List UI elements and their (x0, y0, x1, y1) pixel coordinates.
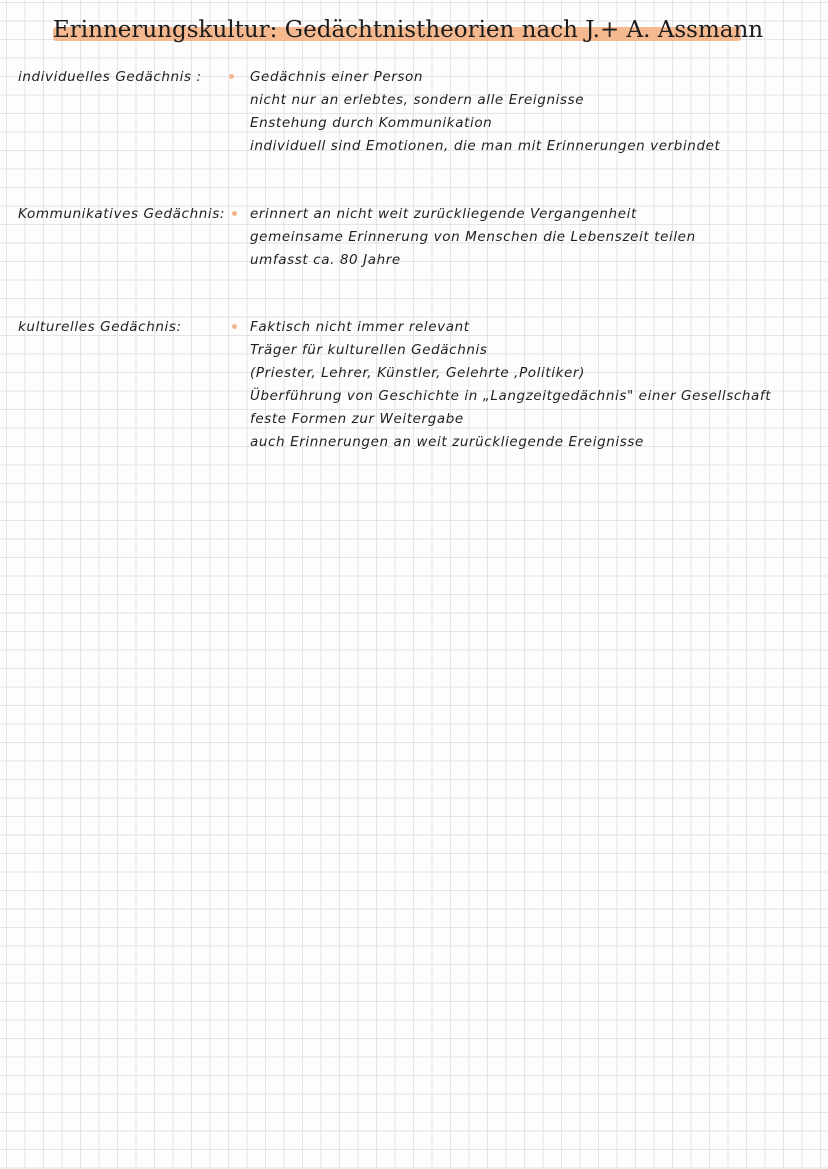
term-label: individuelles Gedächnis : (18, 69, 202, 85)
bullet-icon (229, 74, 234, 79)
note-line: Überführung von Geschichte in „Langzeitgedächnis" einer Gesellschaft (250, 388, 772, 404)
note-line: Träger für kulturellen Gedächnis (250, 342, 488, 358)
term-label: kulturelles Gedächnis: (18, 319, 182, 335)
note-line: auch Erinnerungen an weit zurückliegende Ereignisse (250, 434, 644, 450)
notes-list (250, 316, 771, 454)
notes-list (250, 66, 720, 158)
note-line: nicht nur an erlebtes, sondern alle Ereignisse (250, 92, 585, 108)
page-title: Erinnerungskultur: Gedächtnistheorien nach J.+ A. Assmann (53, 17, 764, 43)
note-line: (Priester, Lehrer, Künstler, Gelehrte ,Politiker) (250, 365, 585, 381)
note-line: Enstehung durch Kommunikation (250, 115, 493, 131)
note-line: erinnert an nicht weit zurückliegende Vergangenheit (250, 206, 637, 222)
note-line: individuell sind Emotionen, die man mit Erinnerungen verbindet (250, 138, 721, 154)
term-label: Kommunikatives Gedächnis: (18, 206, 226, 222)
bullet-icon (232, 211, 237, 216)
title-block (53, 14, 764, 54)
notes-list (250, 203, 696, 272)
note-line: Faktisch nicht immer relevant (250, 319, 470, 335)
note-line: Gedächnis einer Person (250, 69, 424, 85)
bullet-icon (232, 324, 237, 329)
note-line: umfasst ca. 80 Jahre (250, 252, 401, 268)
note-line: gemeinsame Erinnerung von Menschen die Lebenszeit teilen (250, 229, 696, 245)
note-line: feste Formen zur Weitergabe (250, 411, 464, 427)
